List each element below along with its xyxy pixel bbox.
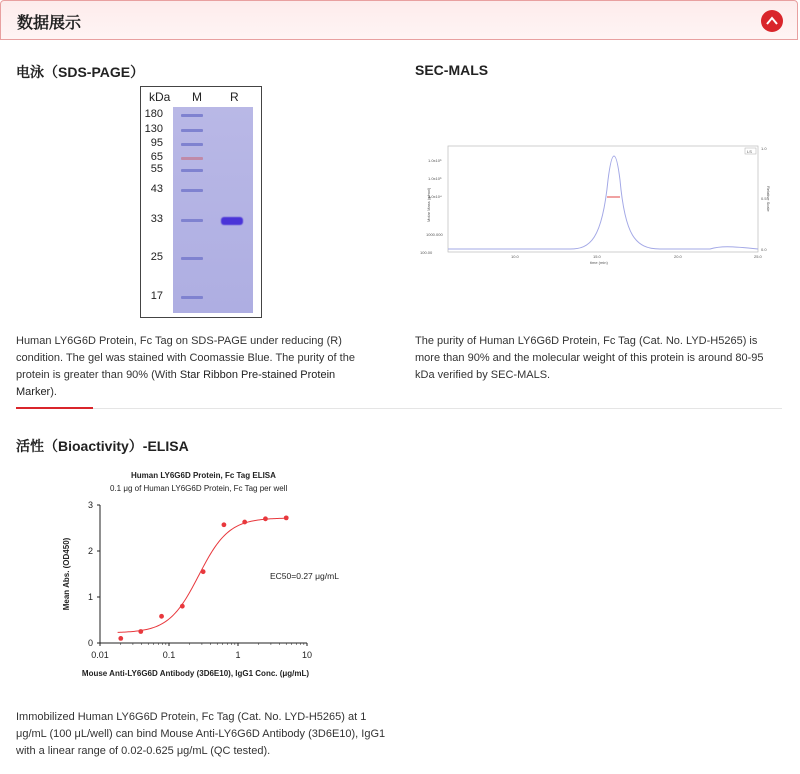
x-tick-label: 0.1 xyxy=(162,650,176,660)
data-point xyxy=(201,569,206,574)
ec50-annotation: EC50=0.27 μg/mL xyxy=(270,571,339,581)
x-axis-label: Mouse Anti-LY6G6D Antibody (3D6E10), IgG1 Conc. (μg/mL) xyxy=(81,669,310,678)
sec-r-tick-2: 0.5 xyxy=(761,196,767,201)
data-point xyxy=(138,629,143,634)
gel-lane-sample-label: R xyxy=(230,90,239,104)
ladder-band-95 xyxy=(181,143,203,146)
collapse-button[interactable] xyxy=(761,10,783,32)
y-axis-label: Mean Abs. (OD450) xyxy=(62,537,71,611)
chart-title: Human LY6G6D Protein, Fc Tag ELISA xyxy=(131,471,276,480)
sds-page-gel-image xyxy=(140,86,262,318)
mw-label-43: 43 xyxy=(150,183,163,195)
data-point xyxy=(222,522,227,527)
elisa-description: Immobilized Human LY6G6D Protein, Fc Tag (Cat. No. LYD-H5265) at 1 μg/mL (100 μL/well) can bind Mouse Anti-LY6G6D Antibody (3D6E10), IgG1 with a linear range of 0.02-0.625 μg/mL (QC tested). xyxy=(16,711,386,757)
ladder-band-17 xyxy=(181,296,203,299)
data-point xyxy=(284,515,289,520)
sec-y-tick-3: 1.0x10⁴ xyxy=(428,194,442,199)
mw-label-55: 55 xyxy=(150,163,163,175)
chevron-up-icon xyxy=(766,16,778,26)
chart-subtitle: 0.1 μg of Human LY6G6D Protein, Fc Tag per well xyxy=(110,484,288,493)
sec-mals-description: The purity of Human LY6G6D Protein, Fc Tag (Cat. No. LYD-H5265) is more than 90% and the molecular weight of this protein is around 80-95 kDa verified by SEC-MALS. xyxy=(415,335,764,381)
sec-ylabel: Molar Mass (g/mol) xyxy=(426,187,431,222)
section-divider xyxy=(16,408,782,409)
gel-body xyxy=(173,107,253,313)
x-tick-label: 1 xyxy=(235,650,241,660)
ladder-band-65 xyxy=(181,157,203,160)
fit-curve xyxy=(118,518,287,632)
sec-y-tick-1: 1.0x10⁵ xyxy=(428,158,442,163)
ladder-band-25 xyxy=(181,257,203,260)
sec-rlabel: Relative Scale xyxy=(766,186,771,212)
header-title: 数据展示 xyxy=(17,15,82,32)
mw-label-33: 33 xyxy=(150,213,163,225)
sds-desc-text: Human LY6G6D Protein, Fc Tag on SDS-PAGE under reducing (R) condition. The gel was stained with Coomassie Blue. The purity of the protein is greater than 90% (With xyxy=(16,335,355,381)
sample-band xyxy=(221,217,243,225)
sds-desc-suffix: ). xyxy=(50,386,57,398)
sds-page-title: 电泳（SDS-PAGE） xyxy=(16,64,145,80)
mw-label-130: 130 xyxy=(144,123,163,135)
x-tick-label: 10 xyxy=(301,650,313,660)
marker-link[interactable]: Star Ribbon Pre-stained Protein Marker xyxy=(16,369,336,398)
data-point xyxy=(242,520,247,525)
data-point xyxy=(118,636,123,641)
y-tick-label: 3 xyxy=(87,500,93,510)
sec-mals-title: SEC-MALS xyxy=(415,62,489,78)
data-point xyxy=(180,604,185,609)
y-tick-label: 1 xyxy=(87,592,93,602)
mw-label-180: 180 xyxy=(144,108,163,120)
sec-legend: LS xyxy=(747,149,752,154)
ladder-band-33 xyxy=(181,219,203,222)
sec-x-tick-3: 20.0 xyxy=(674,254,682,259)
x-tick-label: 0.01 xyxy=(91,650,109,660)
sec-y-tick-4: 1000.000 xyxy=(426,232,443,237)
elisa-chart xyxy=(55,495,345,685)
sec-x-start: 100.00 xyxy=(420,250,433,255)
ladder-band-43 xyxy=(181,189,203,192)
gel-lane-marker-label: M xyxy=(192,90,202,104)
gel-kda-label: kDa xyxy=(149,90,171,104)
data-point xyxy=(159,614,164,619)
sec-xlabel: time (min) xyxy=(590,260,608,265)
ladder-band-130 xyxy=(181,129,203,132)
sec-y-tick-2: 1.0x10⁵ xyxy=(428,176,442,181)
ladder-band-180 xyxy=(181,114,203,117)
mw-label-65: 65 xyxy=(150,151,163,163)
section-header xyxy=(0,0,798,40)
y-tick-label: 2 xyxy=(87,546,93,556)
sec-r-tick-1: 1.0 xyxy=(761,146,767,151)
ladder-band-55 xyxy=(181,169,203,172)
y-tick-label: 0 xyxy=(87,638,93,648)
mw-label-17: 17 xyxy=(150,290,163,302)
divider-accent xyxy=(16,407,93,409)
sec-x-tick-2: 15.0 xyxy=(593,254,601,259)
sec-r-tick-3: 0.0 xyxy=(761,247,767,252)
sec-mals-chart xyxy=(420,140,770,265)
mw-label-25: 25 xyxy=(150,251,163,263)
elisa-section-title: 活性（Bioactivity）-ELISA xyxy=(16,438,189,454)
sds-page-description xyxy=(16,333,376,401)
sec-x-tick-1: 10.0 xyxy=(511,254,519,259)
mw-label-95: 95 xyxy=(150,137,163,149)
data-point xyxy=(263,516,268,521)
sec-x-tick-4: 25.0 xyxy=(754,254,762,259)
